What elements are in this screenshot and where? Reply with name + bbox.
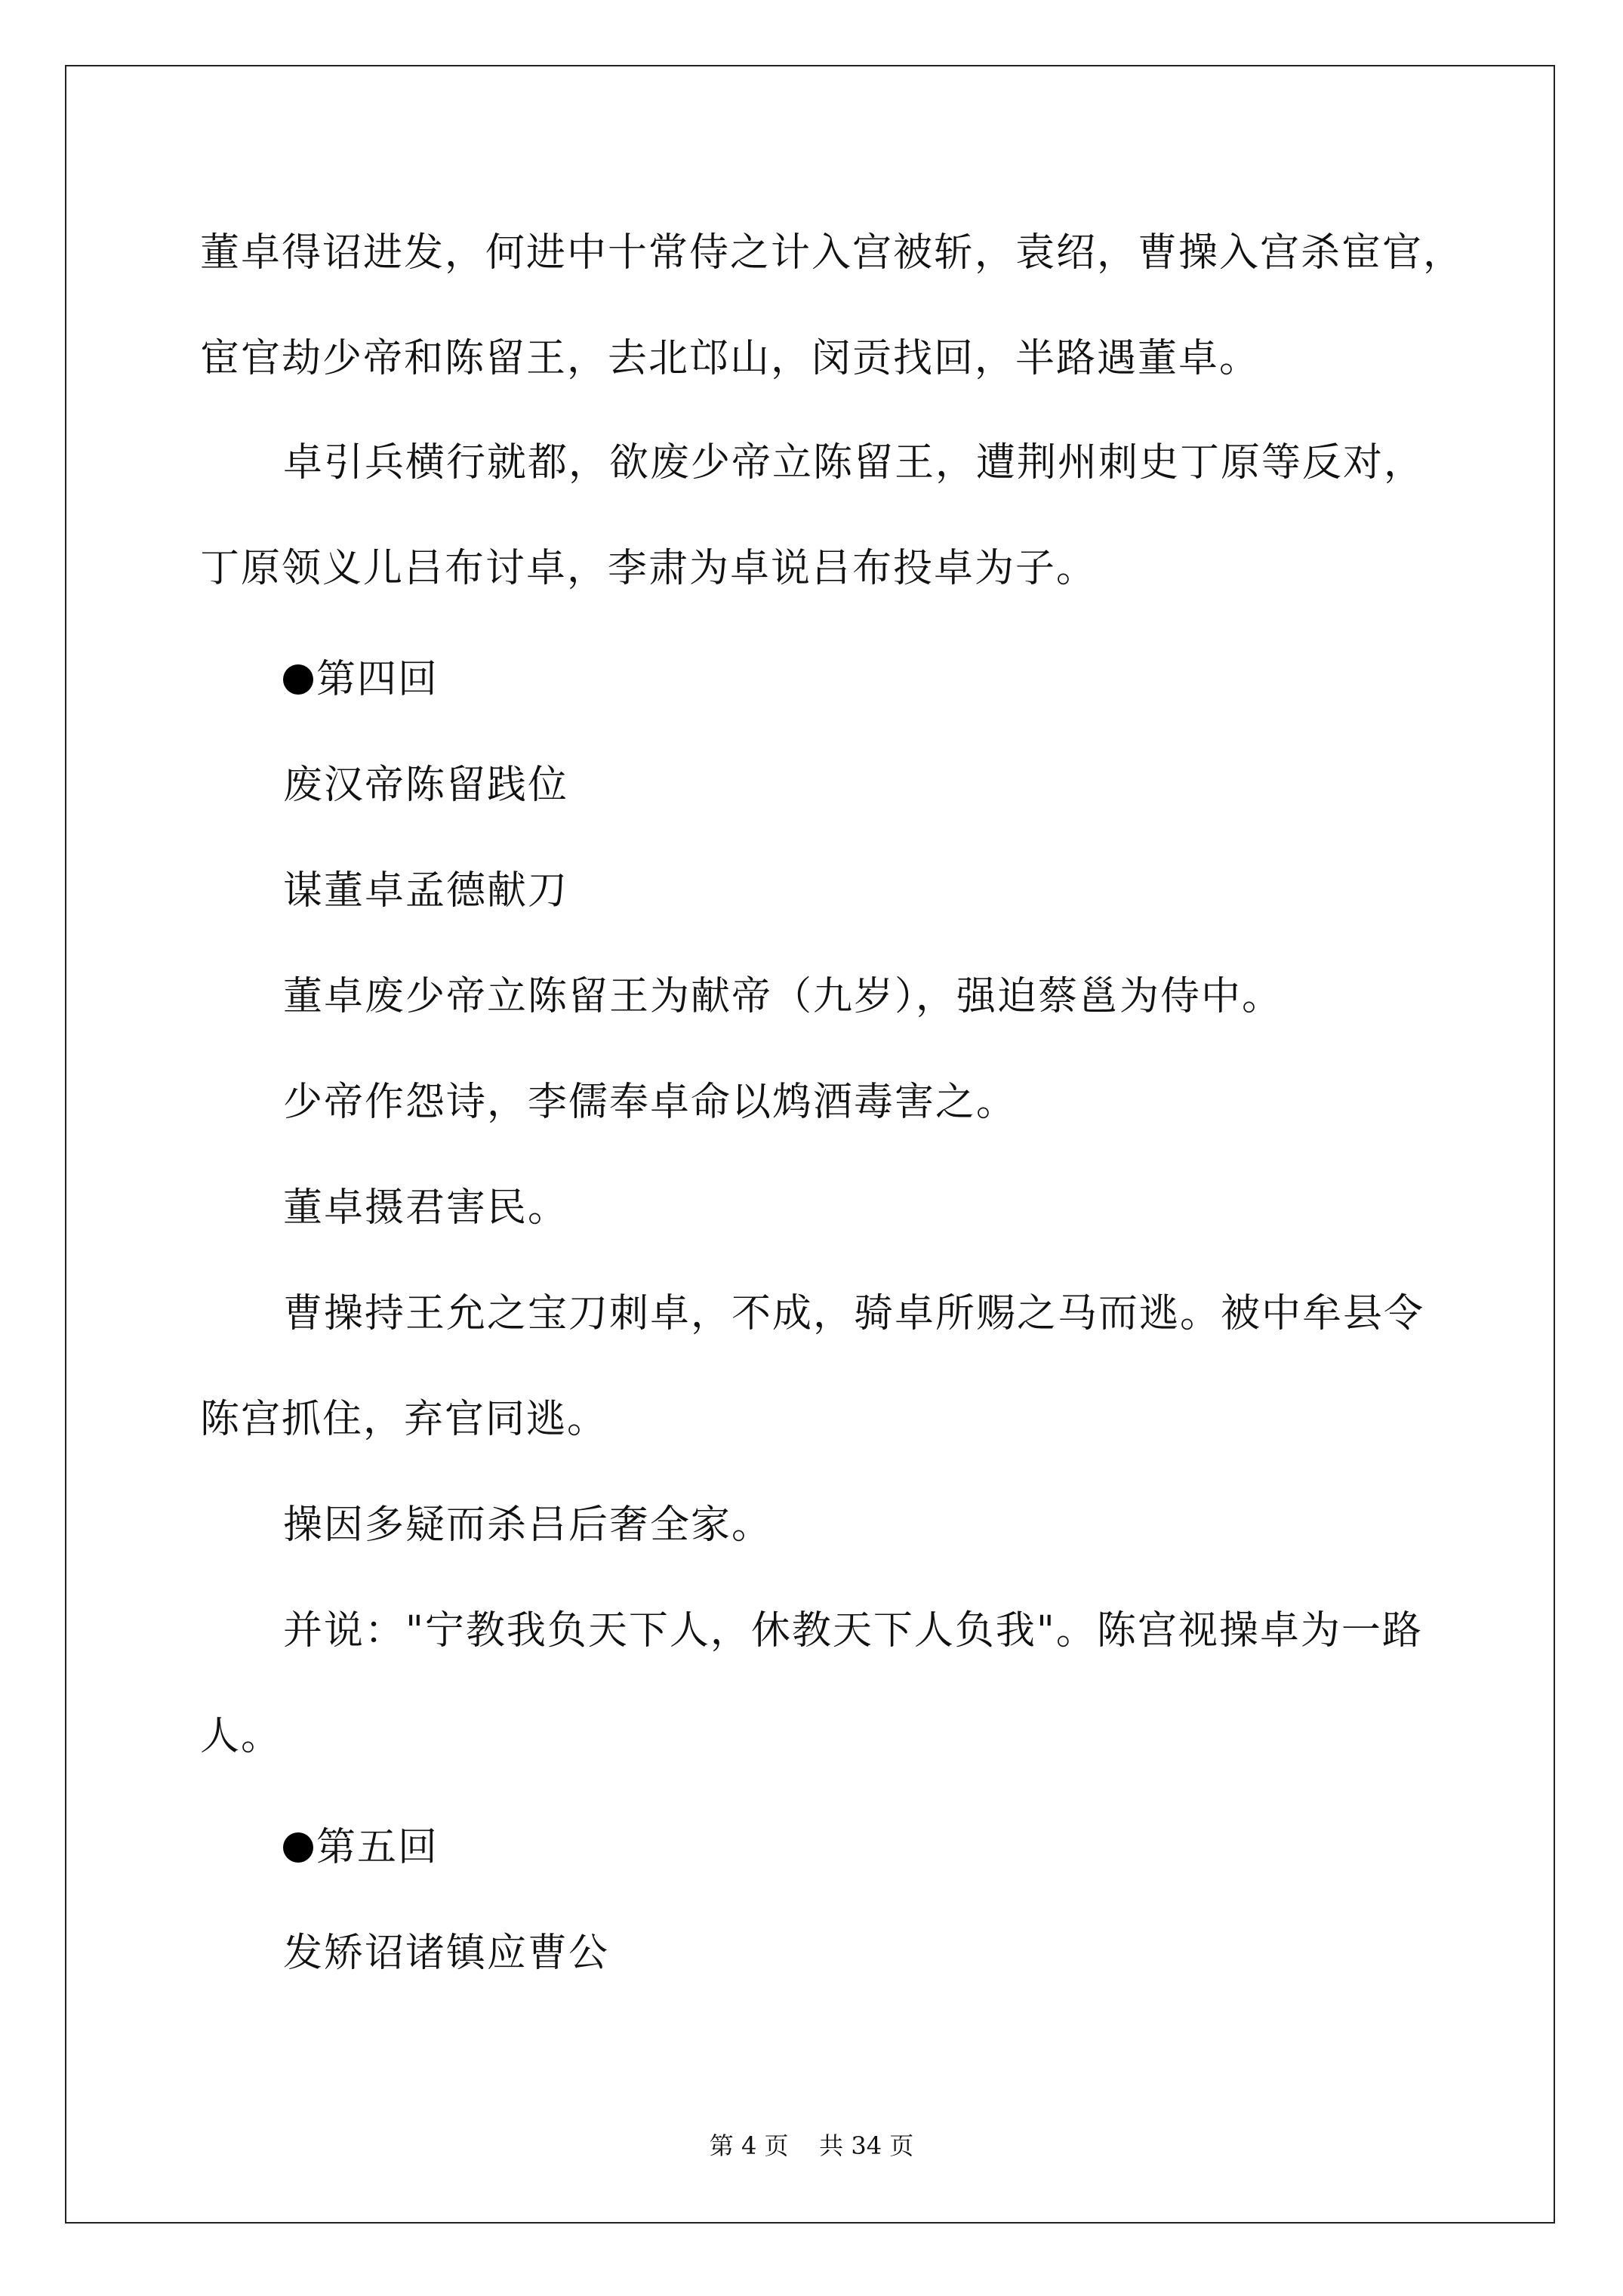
chapter-heading-5 — [283, 1825, 439, 1870]
paragraph-line: 陈宫抓住，弃官同逃。 — [200, 1397, 608, 1442]
page-border — [65, 65, 1555, 2224]
paragraph-line: 人。 — [200, 1714, 282, 1759]
chapter-heading-4 — [283, 657, 439, 702]
bullet-icon — [283, 664, 313, 695]
paragraph-line: 董卓摄君害民。 — [283, 1185, 569, 1231]
paragraph-line: 少帝作怨诗，李儒奉卓命以鸩酒毒害之。 — [283, 1080, 1018, 1125]
chapter-title-line: 发矫诏诸镇应曹公 — [283, 1931, 610, 1976]
paragraph-line: 董卓得诏进发，何进中十常侍之计入宫被斩，袁绍，曹操入宫杀宦官， — [200, 230, 1464, 276]
chapter-heading-text: 第四回 — [316, 657, 439, 702]
chapter-heading-text: 第五回 — [316, 1825, 439, 1870]
paragraph-line: 操因多疑而杀吕后奢全家。 — [283, 1502, 773, 1548]
chapter-title-line: 废汉帝陈留践位 — [283, 763, 569, 808]
paragraph-line: 董卓废少帝立陈留王为献帝（九岁），强迫蔡邕为侍中。 — [283, 974, 1283, 1019]
paragraph-line: 丁原领义儿吕布讨卓，李肃为卓说吕布投卓为子。 — [200, 546, 1098, 591]
bullet-icon — [283, 1832, 313, 1863]
page-number-footer: 第 4 页 共 34 页 — [709, 2131, 914, 2160]
paragraph-line: 宦官劫少帝和陈留王，去北邙山，闵贡找回，半路遇董卓。 — [200, 336, 1261, 381]
paragraph-line: 卓引兵横行就都，欲废少帝立陈留王，遭荆州刺史丁原等反对， — [283, 440, 1425, 485]
paragraph-line: 并说："宁教我负天下人，休教天下人负我"。陈宫视操卓为一路 — [283, 1608, 1423, 1653]
chapter-title-line: 谋董卓孟德献刀 — [283, 868, 569, 914]
paragraph-line: 曹操持王允之宝刀刺卓，不成，骑卓所赐之马而逃。被中牟县令 — [283, 1291, 1425, 1336]
